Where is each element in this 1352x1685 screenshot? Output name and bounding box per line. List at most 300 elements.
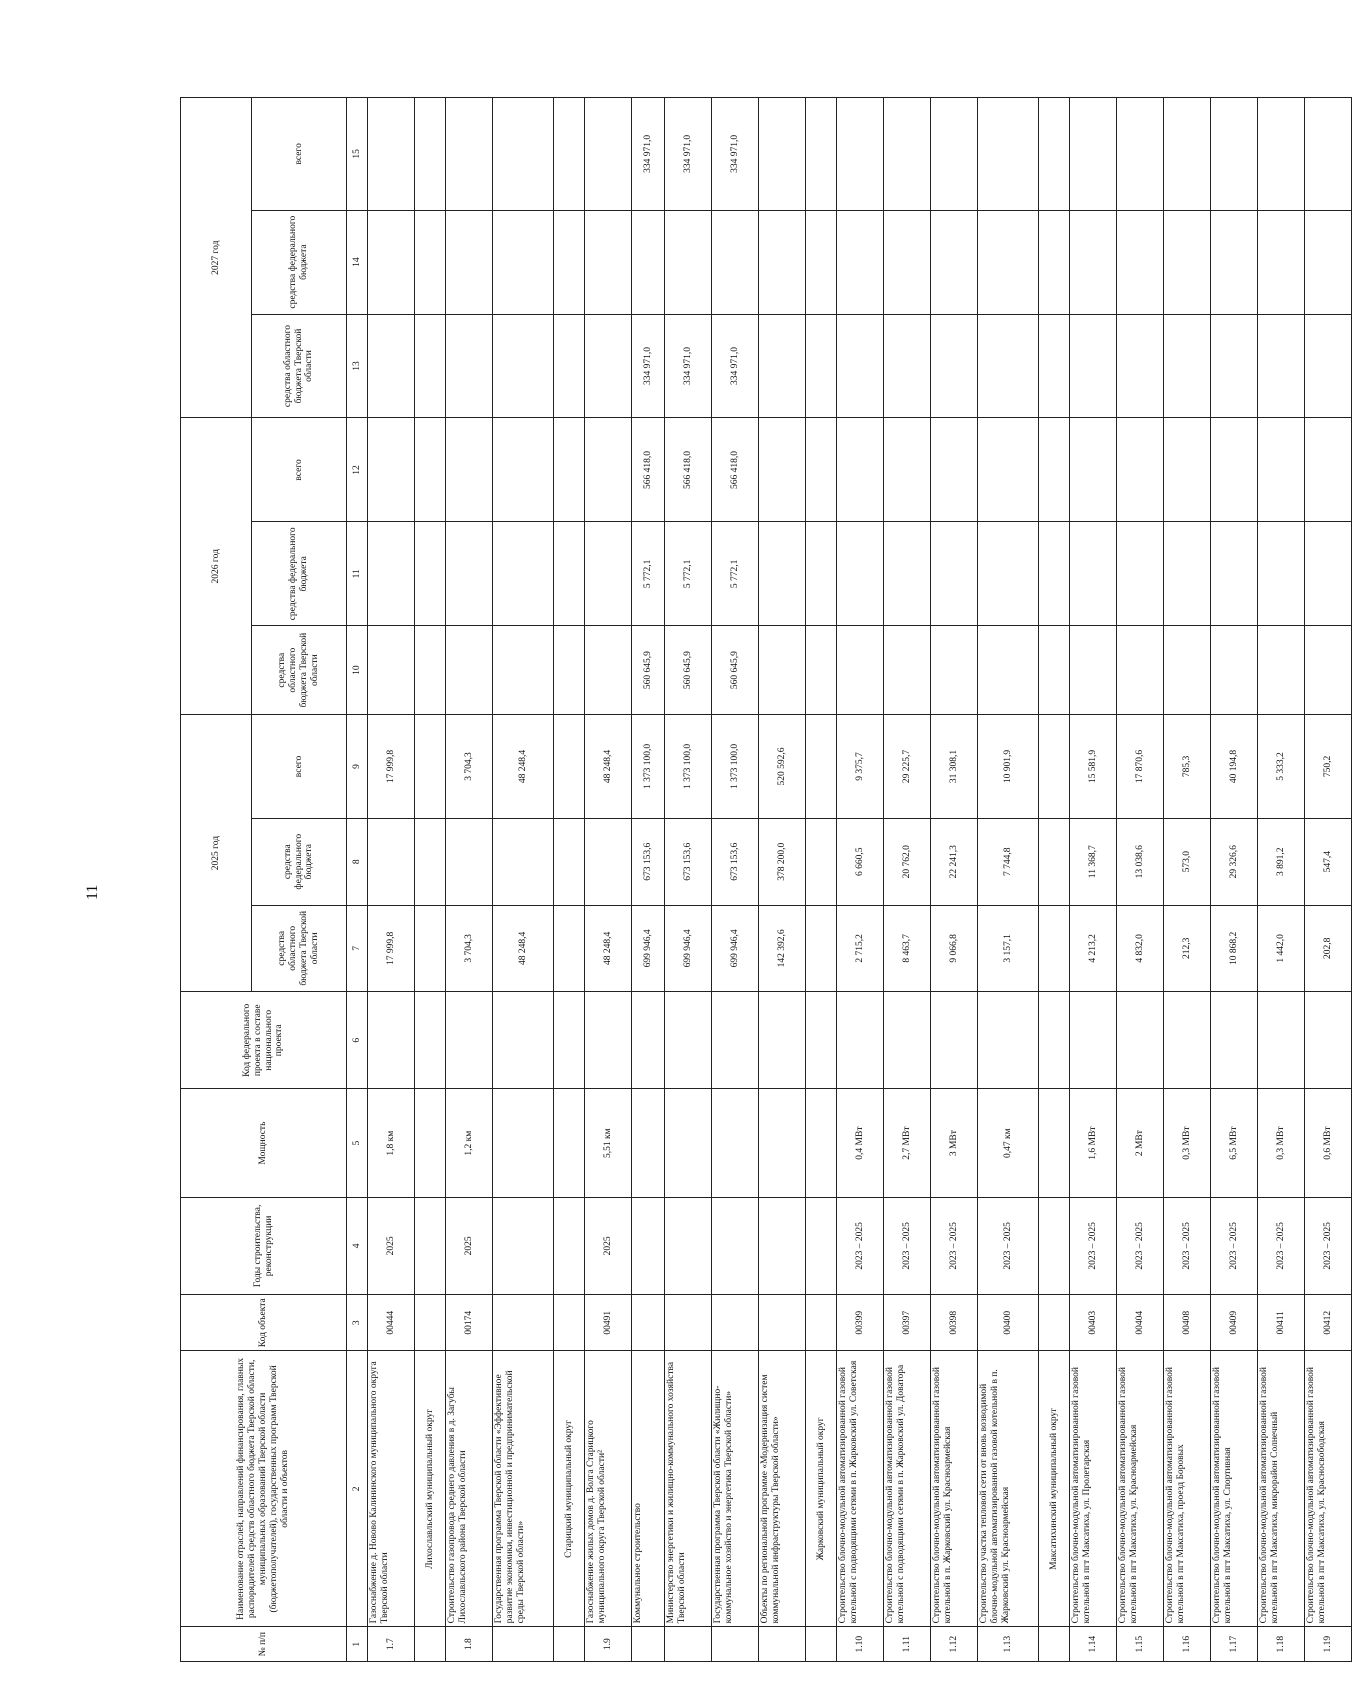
section-empty-cell [1039,626,1070,715]
section-empty-cell [1039,210,1070,314]
table-row [1070,98,1117,1662]
regional-2026 [446,626,493,715]
federal-project-code [837,992,884,1089]
federal-project-code [978,992,1039,1089]
regional-2026 [1305,626,1352,715]
regional-2026: 560 645,9 [665,626,712,715]
total-2025: 1 373 100,0 [665,715,712,819]
regional-2026 [1070,626,1117,715]
row-number: 1.15 [1117,1627,1164,1662]
federal-2027 [759,210,806,314]
section-title: Максатихинский муниципальный округ [1039,1351,1070,1627]
row-number: 1.18 [1258,1627,1305,1662]
capacity: 1,8 км [368,1089,415,1197]
section-empty-cell [806,314,837,418]
total-2025: 40 194,8 [1211,715,1258,819]
total-2025: 29 225,7 [884,715,931,819]
federal-2027 [1305,210,1352,314]
regional-2025: 10 868,2 [1211,905,1258,992]
object-code [632,1295,665,1351]
federal-2027 [884,210,931,314]
federal-project-code [1117,992,1164,1089]
total-2027: 334 971,0 [665,98,712,211]
row-name: Строительство блочно-модульной автоматизированной газовой котельной с подводящими сетями в п. Жарковский ул. Доватора [884,1351,931,1627]
section-title: Жарковский муниципальный округ [806,1351,837,1627]
section-empty-cell [415,818,446,905]
federal-2026 [368,522,415,626]
section-empty-cell [806,98,837,211]
header-no: № п/п [181,1627,347,1662]
total-2027 [1164,98,1211,211]
capacity: 2 МВт [1117,1089,1164,1197]
federal-2027 [1070,210,1117,314]
build-years: 2023 – 2025 [1211,1197,1258,1294]
capacity: 0,3 МВт [1258,1089,1305,1197]
section-empty-cell [415,1295,446,1351]
total-2026 [1117,418,1164,522]
total-2026 [1258,418,1305,522]
capacity [665,1089,712,1197]
federal-2026 [978,522,1039,626]
table-row [446,98,493,1662]
federal-2026 [1305,522,1352,626]
table-row [493,98,554,1662]
object-code: 00408 [1164,1295,1211,1351]
section-empty-cell [1039,1089,1070,1197]
row-number: 1.8 [446,1627,493,1662]
object-code: 00403 [1070,1295,1117,1351]
build-years: 2023 – 2025 [1258,1197,1305,1294]
total-2027 [931,98,978,211]
federal-2025 [446,818,493,905]
table-row [978,98,1039,1662]
row-number [493,1627,554,1662]
total-2027 [368,98,415,211]
row-name: Строительство блочно-модульной автоматизированной газовой котельной в пгт Максатиха, ул. Пролетарская [1070,1351,1117,1627]
federal-project-code [931,992,978,1089]
section-empty-cell [1039,314,1070,418]
section-empty-cell [554,818,585,905]
build-years: 2023 – 2025 [1305,1197,1352,1294]
header-total-2027: всего [252,98,347,211]
build-years: 2025 [446,1197,493,1294]
row-name: Коммунальное строительство [632,1351,665,1627]
federal-2027 [978,210,1039,314]
federal-2026 [837,522,884,626]
section-empty-cell [554,715,585,819]
regional-2025: 1 442,0 [1258,905,1305,992]
federal-2026: 5 772,1 [632,522,665,626]
federal-2026 [1211,522,1258,626]
table-row [1117,98,1164,1662]
section-empty-cell [806,905,837,992]
federal-project-code [446,992,493,1089]
section-empty-cell [1039,1627,1070,1662]
row-number: 1.10 [837,1627,884,1662]
federal-project-code [665,992,712,1089]
budget-table [180,97,1352,1662]
federal-project-code [1258,992,1305,1089]
capacity [493,1089,554,1197]
total-2025: 10 901,9 [978,715,1039,819]
total-2025: 17 999,8 [368,715,415,819]
federal-project-code [759,992,806,1089]
row-number: 1.16 [1164,1627,1211,1662]
regional-2025: 212,3 [1164,905,1211,992]
row-name: Газоснабжение жилых домов д. Волга Старицкого муниципального округа Тверской области² [585,1351,632,1627]
federal-2025 [368,818,415,905]
federal-2027 [585,210,632,314]
section-empty-cell [1039,1295,1070,1351]
federal-2025: 378 200,0 [759,818,806,905]
column-index: 12 [347,418,368,522]
regional-2027 [1258,314,1305,418]
table-row [884,98,931,1662]
header-federal-2025: средства федерального бюджета [252,818,347,905]
regional-2026 [884,626,931,715]
row-name: Министерство энергетики и жилищно-коммунального хозяйства Тверской области [665,1351,712,1627]
regional-2027: 334 971,0 [665,314,712,418]
federal-2027 [1258,210,1305,314]
section-row [806,98,837,1662]
regional-2027 [585,314,632,418]
column-index: 14 [347,210,368,314]
build-years [712,1197,759,1294]
table-row [665,98,712,1662]
row-name: Строительство блочно-модульной автоматизированной газовой котельной в пгт Максатиха, микрорайон Солнечный [1258,1351,1305,1627]
row-name: Строительство блочно-модульной автоматизированной газовой котельной в пгт Максатиха, ул. Спортивная [1211,1351,1258,1627]
federal-2027 [446,210,493,314]
row-name: Строительство блочно-модульной автоматизированной газовой котельной в пгт Максатиха, ул. Красноармейская [1117,1351,1164,1627]
total-2026 [1305,418,1352,522]
regional-2025: 699 946,4 [632,905,665,992]
row-number: 1.13 [978,1627,1039,1662]
column-index-row [347,98,368,1662]
section-empty-cell [554,1627,585,1662]
federal-2027 [665,210,712,314]
build-years: 2023 – 2025 [1164,1197,1211,1294]
column-index: 13 [347,314,368,418]
header-regional-2025: средства областного бюджета Тверской области [252,905,347,992]
regional-2027 [884,314,931,418]
column-index: 9 [347,715,368,819]
regional-2025: 48 248,4 [585,905,632,992]
capacity: 0,47 км [978,1089,1039,1197]
header-years: Годы строительства, реконструкции [181,1197,347,1294]
section-empty-cell [554,210,585,314]
regional-2027 [493,314,554,418]
header-regional-2027: средства областного бюджета Тверской области [252,314,347,418]
total-2025: 520 592,6 [759,715,806,819]
column-index: 10 [347,626,368,715]
build-years: 2023 – 2025 [884,1197,931,1294]
capacity: 0,6 МВт [1305,1089,1352,1197]
regional-2026 [978,626,1039,715]
federal-2026 [759,522,806,626]
total-2025: 17 870,6 [1117,715,1164,819]
object-code [759,1295,806,1351]
federal-project-code [1211,992,1258,1089]
total-2026: 566 418,0 [632,418,665,522]
section-empty-cell [806,1627,837,1662]
total-2026 [1211,418,1258,522]
federal-2026 [493,522,554,626]
header-name: Наименование отраслей, направлений финансирования, главных распорядителей средств областного бюджета Тверской области, муниципальных образований Тверской области (бюджетополучателей), государственных программ Тверской области и объектов [181,1351,347,1627]
capacity: 5,51 км [585,1089,632,1197]
header-year-2026: 2026 год [181,418,252,715]
object-code: 00491 [585,1295,632,1351]
regional-2025: 4 832,0 [1117,905,1164,992]
regional-2026 [493,626,554,715]
regional-2027 [1164,314,1211,418]
table-body [368,98,1352,1662]
row-number [759,1627,806,1662]
row-number [712,1627,759,1662]
total-2026 [759,418,806,522]
regional-2026: 560 645,9 [632,626,665,715]
federal-2027 [493,210,554,314]
federal-2025: 13 038,6 [1117,818,1164,905]
regional-2027 [1211,314,1258,418]
federal-2025: 20 762,0 [884,818,931,905]
regional-2027: 334 971,0 [712,314,759,418]
total-2026 [837,418,884,522]
federal-2025: 7 744,8 [978,818,1039,905]
row-name: Объекты по региональной программе «Модернизация систем коммунальной инфраструктуры Тверской области» [759,1351,806,1627]
section-empty-cell [415,905,446,992]
section-empty-cell [415,992,446,1089]
column-index: 2 [347,1351,368,1627]
regional-2027 [978,314,1039,418]
column-index: 11 [347,522,368,626]
row-number: 1.12 [931,1627,978,1662]
total-2027 [759,98,806,211]
federal-2026 [1117,522,1164,626]
federal-project-code [712,992,759,1089]
section-empty-cell [554,1089,585,1197]
regional-2026 [1258,626,1305,715]
section-empty-cell [415,522,446,626]
regional-2026 [931,626,978,715]
table-row [368,98,415,1662]
table-row [1258,98,1305,1662]
federal-2025: 29 326,6 [1211,818,1258,905]
section-title: Старицкий муниципальный округ [554,1351,585,1627]
regional-2027 [446,314,493,418]
section-empty-cell [806,1295,837,1351]
object-code: 00398 [931,1295,978,1351]
federal-2027 [1211,210,1258,314]
header-total-2025: всего [252,715,347,819]
row-name: Строительство блочно-модульной автоматизированной газовой котельной в п. Жарковский ул. Красноармейская [931,1351,978,1627]
federal-project-code [368,992,415,1089]
table-row [1211,98,1258,1662]
capacity: 1,2 км [446,1089,493,1197]
section-empty-cell [415,210,446,314]
total-2026 [931,418,978,522]
capacity [632,1089,665,1197]
federal-2026 [1070,522,1117,626]
object-code: 00397 [884,1295,931,1351]
federal-project-code [493,992,554,1089]
federal-2027 [368,210,415,314]
federal-2026 [585,522,632,626]
total-2025: 1 373 100,0 [712,715,759,819]
total-2025: 15 581,9 [1070,715,1117,819]
federal-2025: 6 660,5 [837,818,884,905]
regional-2026 [1117,626,1164,715]
header-fedcode: Код федерального проекта в составе национального проекта [181,992,347,1089]
section-empty-cell [1039,98,1070,211]
regional-2025: 17 999,8 [368,905,415,992]
total-2025: 750,2 [1305,715,1352,819]
capacity: 3 МВт [931,1089,978,1197]
capacity: 0,3 МВт [1164,1089,1211,1197]
row-number: 1.7 [368,1627,415,1662]
federal-2027 [931,210,978,314]
federal-2026: 5 772,1 [665,522,712,626]
federal-2027 [837,210,884,314]
section-empty-cell [1039,818,1070,905]
total-2025: 3 704,3 [446,715,493,819]
object-code: 00400 [978,1295,1039,1351]
total-2025: 48 248,4 [493,715,554,819]
total-2027 [446,98,493,211]
total-2027 [1258,98,1305,211]
table-row [1305,98,1352,1662]
regional-2025: 142 392,6 [759,905,806,992]
regional-2025: 699 946,4 [665,905,712,992]
column-index: 3 [347,1295,368,1351]
object-code [712,1295,759,1351]
section-row [415,98,446,1662]
object-code [665,1295,712,1351]
total-2027: 334 971,0 [632,98,665,211]
total-2027 [1070,98,1117,211]
build-years: 2023 – 2025 [837,1197,884,1294]
regional-2027 [1305,314,1352,418]
total-2027 [1211,98,1258,211]
regional-2027 [837,314,884,418]
row-name: Строительство блочно-модульной автоматизированной газовой котельной с подводящими сетями в п. Жарковский ул. Советская [837,1351,884,1627]
federal-2025: 573,0 [1164,818,1211,905]
object-code: 00444 [368,1295,415,1351]
rotated-page [180,97,1333,1662]
federal-2025 [493,818,554,905]
section-empty-cell [415,98,446,211]
header-federal-2026: средства федерального бюджета [252,522,347,626]
federal-2026 [1258,522,1305,626]
table-row [1164,98,1211,1662]
section-empty-cell [415,1089,446,1197]
regional-2025: 699 946,4 [712,905,759,992]
federal-2025: 22 241,3 [931,818,978,905]
regional-2025: 4 213,2 [1070,905,1117,992]
row-number: 1.17 [1211,1627,1258,1662]
capacity: 1,6 МВт [1070,1089,1117,1197]
federal-2027 [712,210,759,314]
federal-2026 [884,522,931,626]
section-empty-cell [806,715,837,819]
build-years: 2023 – 2025 [978,1197,1039,1294]
total-2025: 1 373 100,0 [632,715,665,819]
build-years: 2023 – 2025 [931,1197,978,1294]
federal-2026 [1164,522,1211,626]
row-name: Строительство блочно-модульной автоматизированной газовой котельной в пгт Максатиха, проезд Боровых [1164,1351,1211,1627]
total-2026 [368,418,415,522]
column-index: 8 [347,818,368,905]
object-code: 00404 [1117,1295,1164,1351]
total-2026 [1164,418,1211,522]
column-index: 1 [347,1627,368,1662]
regional-2026 [1211,626,1258,715]
column-index: 7 [347,905,368,992]
section-empty-cell [554,905,585,992]
row-number: 1.11 [884,1627,931,1662]
column-index: 15 [347,98,368,211]
regional-2027 [1070,314,1117,418]
federal-project-code [585,992,632,1089]
section-row [1039,98,1070,1662]
row-name: Строительство газопровода среднего давления в д. Загубы Лихославльского района Тверской области [446,1351,493,1627]
build-years [632,1197,665,1294]
regional-2025: 48 248,4 [493,905,554,992]
column-index: 6 [347,992,368,1089]
total-2026: 566 418,0 [712,418,759,522]
regional-2025: 3 704,3 [446,905,493,992]
federal-2026: 5 772,1 [712,522,759,626]
row-name: Государственная программа Тверской области «Жилищно-коммунальное хозяйство и энергетика Тверской области» [712,1351,759,1627]
total-2026 [446,418,493,522]
total-2026 [1070,418,1117,522]
federal-2026 [446,522,493,626]
regional-2026 [759,626,806,715]
table-row [585,98,632,1662]
section-empty-cell [1039,992,1070,1089]
build-years: 2023 – 2025 [1117,1197,1164,1294]
federal-2027 [1164,210,1211,314]
object-code [493,1295,554,1351]
federal-project-code [1305,992,1352,1089]
capacity: 0,4 МВт [837,1089,884,1197]
total-2027 [1305,98,1352,211]
header-regional-2026: средства областного бюджета Тверской области [252,626,347,715]
section-empty-cell [415,715,446,819]
regional-2025: 2 715,2 [837,905,884,992]
object-code: 00174 [446,1295,493,1351]
total-2025: 31 308,1 [931,715,978,819]
build-years: 2023 – 2025 [1070,1197,1117,1294]
regional-2025: 8 463,7 [884,905,931,992]
regional-2026 [368,626,415,715]
federal-project-code [632,992,665,1089]
section-empty-cell [1039,418,1070,522]
section-empty-cell [554,98,585,211]
total-2025: 5 333,2 [1258,715,1305,819]
section-empty-cell [554,314,585,418]
capacity: 2,7 МВт [884,1089,931,1197]
total-2025: 48 248,4 [585,715,632,819]
object-code: 00399 [837,1295,884,1351]
column-index: 5 [347,1089,368,1197]
build-years [665,1197,712,1294]
build-years: 2025 [585,1197,632,1294]
section-title: Лихославльский муниципальный округ [415,1351,446,1627]
federal-project-code [1070,992,1117,1089]
section-empty-cell [415,626,446,715]
federal-2025: 673 153,6 [632,818,665,905]
section-empty-cell [806,210,837,314]
